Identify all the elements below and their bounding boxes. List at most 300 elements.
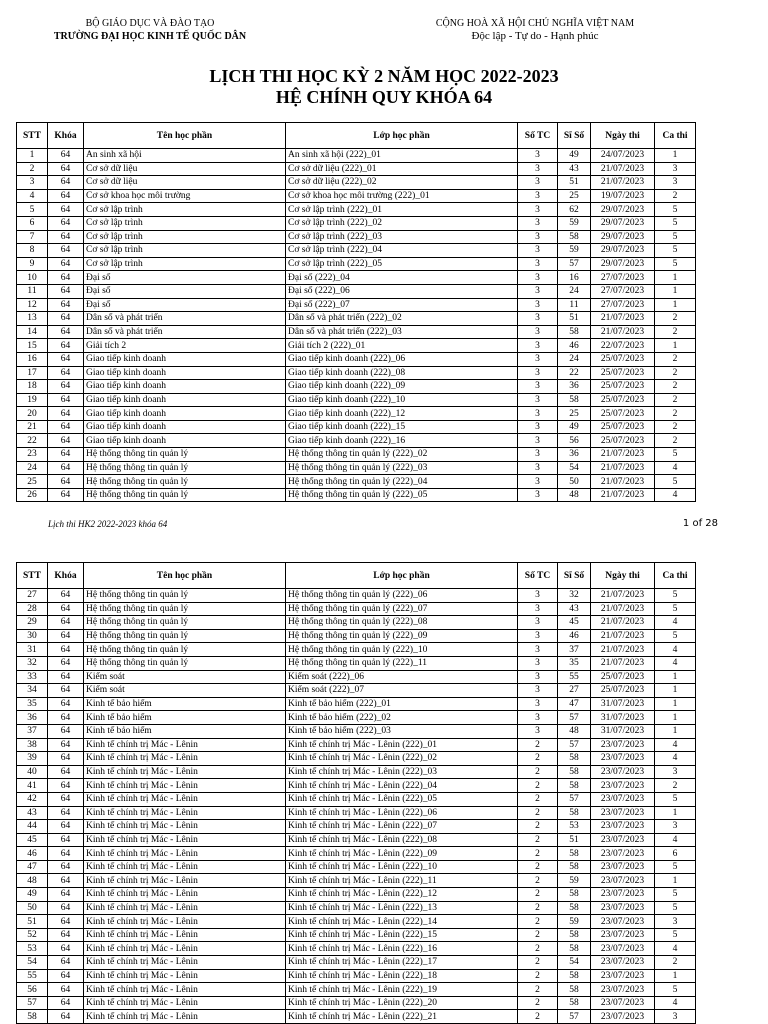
table-cell: 4 bbox=[655, 488, 696, 502]
table-cell: 57 bbox=[558, 1010, 591, 1024]
table-row bbox=[17, 461, 696, 475]
table-cell: 25/07/2023 bbox=[591, 393, 655, 407]
table-cell: 2 bbox=[655, 366, 696, 380]
table-cell: Kinh tế chính trị Mác - Lênin (222)_18 bbox=[286, 969, 518, 983]
table-cell: Cơ sở lập trình bbox=[84, 257, 286, 271]
table-cell: Kinh tế chính trị Mác - Lênin (222)_04 bbox=[286, 779, 518, 793]
table-cell: Hệ thống thông tin quản lý bbox=[84, 602, 286, 616]
page-number: 1 of 28 bbox=[682, 518, 718, 529]
table-cell: 37 bbox=[17, 724, 48, 738]
table-cell: 2 bbox=[655, 779, 696, 793]
exam-schedule-table-page-2 bbox=[16, 562, 696, 1024]
table-cell: 3 bbox=[518, 203, 558, 217]
table-row bbox=[17, 888, 696, 902]
table-cell: 58 bbox=[17, 1010, 48, 1024]
table-cell: 10 bbox=[17, 271, 48, 285]
table-cell: Giao tiếp kinh doanh (222)_15 bbox=[286, 420, 518, 434]
table-cell: Kinh tế chính trị Mác - Lênin bbox=[84, 874, 286, 888]
table-cell: 38 bbox=[17, 738, 48, 752]
table-cell: 23/07/2023 bbox=[591, 915, 655, 929]
table-cell: 3 bbox=[518, 312, 558, 326]
table-cell: 46 bbox=[558, 629, 591, 643]
table-cell: 64 bbox=[48, 407, 84, 421]
table-cell: 3 bbox=[518, 176, 558, 190]
table-cell: 3 bbox=[518, 461, 558, 475]
table-cell: Hệ thống thông tin quản lý (222)_07 bbox=[286, 602, 518, 616]
table-cell: Giao tiếp kinh doanh (222)_16 bbox=[286, 434, 518, 448]
table-cell: 1 bbox=[655, 697, 696, 711]
table-cell: 4 bbox=[655, 738, 696, 752]
table-cell: 2 bbox=[655, 189, 696, 203]
table-cell: Kinh tế chính trị Mác - Lênin bbox=[84, 983, 286, 997]
table-cell: 21/07/2023 bbox=[591, 461, 655, 475]
table-row bbox=[17, 942, 696, 956]
table-cell: 54 bbox=[558, 461, 591, 475]
table-cell: Hệ thống thông tin quản lý bbox=[84, 461, 286, 475]
table-cell: 46 bbox=[17, 847, 48, 861]
table-cell: Cơ sở dữ liệu (222)_01 bbox=[286, 162, 518, 176]
table-cell: 64 bbox=[48, 434, 84, 448]
table-cell: 45 bbox=[17, 833, 48, 847]
table-cell: 3 bbox=[518, 488, 558, 502]
table-cell: 35 bbox=[17, 697, 48, 711]
table-cell: 5 bbox=[655, 448, 696, 462]
table-cell: 2 bbox=[655, 393, 696, 407]
table-cell: 23/07/2023 bbox=[591, 969, 655, 983]
table-cell: 23/07/2023 bbox=[591, 928, 655, 942]
table-cell: 3 bbox=[518, 244, 558, 258]
table-cell: 58 bbox=[558, 860, 591, 874]
table-cell: 43 bbox=[17, 806, 48, 820]
table-cell: Giao tiếp kinh doanh bbox=[84, 434, 286, 448]
table-cell: 29/07/2023 bbox=[591, 244, 655, 258]
table-row bbox=[17, 670, 696, 684]
table-cell: Kinh tế chính trị Mác - Lênin bbox=[84, 915, 286, 929]
table-cell: 21/07/2023 bbox=[591, 656, 655, 670]
column-header: Khóa bbox=[48, 563, 84, 589]
table-cell: 64 bbox=[48, 806, 84, 820]
table-cell: 64 bbox=[48, 656, 84, 670]
table-cell: 64 bbox=[48, 616, 84, 630]
table-row bbox=[17, 271, 696, 285]
table-cell: 43 bbox=[558, 162, 591, 176]
table-cell: 26 bbox=[17, 488, 48, 502]
table-cell: 56 bbox=[17, 983, 48, 997]
table-cell: Hệ thống thông tin quản lý (222)_05 bbox=[286, 488, 518, 502]
table-cell: 2 bbox=[518, 983, 558, 997]
table-header-row bbox=[17, 123, 696, 149]
table-cell: 57 bbox=[17, 996, 48, 1010]
table-row bbox=[17, 420, 696, 434]
table-cell: 2 bbox=[518, 928, 558, 942]
table-row bbox=[17, 475, 696, 489]
column-header: Sĩ Số bbox=[558, 563, 591, 589]
table-cell: 49 bbox=[558, 420, 591, 434]
table-cell: 64 bbox=[48, 312, 84, 326]
table-cell: 21/07/2023 bbox=[591, 448, 655, 462]
table-row bbox=[17, 189, 696, 203]
table-cell: 53 bbox=[17, 942, 48, 956]
table-cell: 64 bbox=[48, 697, 84, 711]
table-row bbox=[17, 589, 696, 603]
table-cell: Đại số bbox=[84, 298, 286, 312]
table-cell: 1 bbox=[655, 149, 696, 163]
table-cell: 4 bbox=[17, 189, 48, 203]
table-cell: 64 bbox=[48, 393, 84, 407]
table-row bbox=[17, 312, 696, 326]
table-cell: 29 bbox=[17, 616, 48, 630]
page-title: LỊCH THI HỌC KỲ 2 NĂM HỌC 2022-2023 bbox=[209, 66, 559, 86]
table-cell: Kinh tế chính trị Mác - Lênin (222)_13 bbox=[286, 901, 518, 915]
table-cell: 2 bbox=[518, 969, 558, 983]
table-cell: 2 bbox=[518, 1010, 558, 1024]
table-cell: 48 bbox=[558, 724, 591, 738]
table-cell: 47 bbox=[558, 697, 591, 711]
table-cell: 23/07/2023 bbox=[591, 983, 655, 997]
table-cell: 18 bbox=[17, 380, 48, 394]
table-cell: 58 bbox=[558, 996, 591, 1010]
table-cell: 23/07/2023 bbox=[591, 792, 655, 806]
table-cell: 34 bbox=[17, 684, 48, 698]
table-cell: Kinh tế chính trị Mác - Lênin (222)_21 bbox=[286, 1010, 518, 1024]
table-cell: 64 bbox=[48, 244, 84, 258]
table-cell: Giải tích 2 bbox=[84, 339, 286, 353]
table-cell: 1 bbox=[17, 149, 48, 163]
table-cell: Cơ sở khoa học môi trường (222)_01 bbox=[286, 189, 518, 203]
table-cell: 14 bbox=[17, 325, 48, 339]
table-cell: 25/07/2023 bbox=[591, 684, 655, 698]
table-cell: 64 bbox=[48, 366, 84, 380]
table-cell: 58 bbox=[558, 969, 591, 983]
table-cell: 46 bbox=[558, 339, 591, 353]
table-cell: 64 bbox=[48, 928, 84, 942]
table-cell: 7 bbox=[17, 230, 48, 244]
table-cell: Cơ sở lập trình (222)_03 bbox=[286, 230, 518, 244]
column-header: STT bbox=[17, 123, 48, 149]
table-cell: Kinh tế chính trị Mác - Lênin (222)_09 bbox=[286, 847, 518, 861]
table-cell: 23/07/2023 bbox=[591, 888, 655, 902]
table-cell: 2 bbox=[17, 162, 48, 176]
table-cell: 21/07/2023 bbox=[591, 589, 655, 603]
table-cell: 23/07/2023 bbox=[591, 860, 655, 874]
table-cell: 25/07/2023 bbox=[591, 670, 655, 684]
table-cell: 3 bbox=[655, 162, 696, 176]
table-cell: 25/07/2023 bbox=[591, 352, 655, 366]
table-cell: 3 bbox=[17, 176, 48, 190]
national-motto: Độc lập - Tự do - Hạnh phúc bbox=[471, 30, 599, 42]
table-row bbox=[17, 697, 696, 711]
table-cell: 58 bbox=[558, 752, 591, 766]
table-body bbox=[17, 149, 696, 502]
column-header: Tên học phần bbox=[84, 563, 286, 589]
table-cell: Kinh tế chính trị Mác - Lênin (222)_07 bbox=[286, 820, 518, 834]
table-cell: 45 bbox=[558, 616, 591, 630]
university-name: TRƯỜNG ĐẠI HỌC KINH TẾ QUỐC DÂN bbox=[53, 31, 247, 42]
table-cell: 49 bbox=[558, 149, 591, 163]
table-cell: 3 bbox=[518, 420, 558, 434]
table-cell: Đại số (222)_04 bbox=[286, 271, 518, 285]
table-cell: Hệ thống thông tin quản lý bbox=[84, 448, 286, 462]
table-cell: 21/07/2023 bbox=[591, 602, 655, 616]
table-cell: 3 bbox=[518, 670, 558, 684]
table-cell: 2 bbox=[518, 820, 558, 834]
table-cell: 54 bbox=[558, 956, 591, 970]
table-cell: Kinh tế chính trị Mác - Lênin bbox=[84, 860, 286, 874]
table-cell: 1 bbox=[655, 339, 696, 353]
table-row bbox=[17, 616, 696, 630]
table-cell: 21/07/2023 bbox=[591, 176, 655, 190]
table-cell: Hệ thống thông tin quản lý bbox=[84, 616, 286, 630]
table-cell: 25/07/2023 bbox=[591, 366, 655, 380]
table-row bbox=[17, 969, 696, 983]
table-cell: 64 bbox=[48, 284, 84, 298]
table-cell: 31/07/2023 bbox=[591, 724, 655, 738]
table-cell: 3 bbox=[518, 589, 558, 603]
table-cell: 36 bbox=[558, 448, 591, 462]
table-cell: Hệ thống thông tin quản lý (222)_08 bbox=[286, 616, 518, 630]
table-row bbox=[17, 656, 696, 670]
table-cell: 2 bbox=[518, 901, 558, 915]
table-cell: 64 bbox=[48, 779, 84, 793]
table-cell: 64 bbox=[48, 874, 84, 888]
table-row bbox=[17, 928, 696, 942]
table-row bbox=[17, 407, 696, 421]
column-header: Lớp học phần bbox=[286, 563, 518, 589]
table-cell: 27/07/2023 bbox=[591, 298, 655, 312]
table-cell: 64 bbox=[48, 488, 84, 502]
table-cell: 53 bbox=[558, 820, 591, 834]
table-cell: 64 bbox=[48, 752, 84, 766]
table-cell: 39 bbox=[17, 752, 48, 766]
ministry-name: BỘ GIÁO DỤC VÀ ĐÀO TẠO bbox=[85, 18, 215, 29]
table-cell: 64 bbox=[48, 602, 84, 616]
table-cell: 2 bbox=[655, 407, 696, 421]
table-cell: 4 bbox=[655, 833, 696, 847]
table-cell: 2 bbox=[655, 434, 696, 448]
table-row bbox=[17, 901, 696, 915]
table-cell: 64 bbox=[48, 711, 84, 725]
table-cell: 64 bbox=[48, 1010, 84, 1024]
table-cell: 58 bbox=[558, 928, 591, 942]
table-cell: 37 bbox=[558, 643, 591, 657]
column-header: Ca thi bbox=[655, 123, 696, 149]
table-cell: 25/07/2023 bbox=[591, 434, 655, 448]
table-cell: 4 bbox=[655, 656, 696, 670]
table-cell: 2 bbox=[518, 806, 558, 820]
table-cell: 47 bbox=[17, 860, 48, 874]
table-cell: 29/07/2023 bbox=[591, 257, 655, 271]
table-cell: 27 bbox=[17, 589, 48, 603]
table-cell: 3 bbox=[518, 711, 558, 725]
table-cell: 20 bbox=[17, 407, 48, 421]
table-cell: 2 bbox=[518, 915, 558, 929]
table-row bbox=[17, 996, 696, 1010]
table-header-row bbox=[17, 563, 696, 589]
table-cell: 64 bbox=[48, 461, 84, 475]
table-cell: 16 bbox=[17, 352, 48, 366]
table-cell: 21/07/2023 bbox=[591, 616, 655, 630]
table-cell: 59 bbox=[558, 244, 591, 258]
table-cell: 25 bbox=[558, 189, 591, 203]
table-cell: An sinh xã hội bbox=[84, 149, 286, 163]
table-row bbox=[17, 488, 696, 502]
table-cell: 27 bbox=[558, 684, 591, 698]
table-row bbox=[17, 203, 696, 217]
table-cell: 4 bbox=[655, 752, 696, 766]
table-cell: Kinh tế chính trị Mác - Lênin (222)_03 bbox=[286, 765, 518, 779]
table-cell: 64 bbox=[48, 915, 84, 929]
table-cell: 5 bbox=[655, 602, 696, 616]
table-cell: 58 bbox=[558, 847, 591, 861]
table-row bbox=[17, 216, 696, 230]
table-cell: 64 bbox=[48, 983, 84, 997]
table-cell: Kinh tế chính trị Mác - Lênin bbox=[84, 996, 286, 1010]
table-cell: 21/07/2023 bbox=[591, 488, 655, 502]
table-cell: 51 bbox=[17, 915, 48, 929]
table-cell: Kiểm soát (222)_07 bbox=[286, 684, 518, 698]
table-cell: 57 bbox=[558, 738, 591, 752]
table-cell: Giao tiếp kinh doanh (222)_08 bbox=[286, 366, 518, 380]
table-row bbox=[17, 915, 696, 929]
table-cell: 58 bbox=[558, 942, 591, 956]
table-cell: Kinh tế chính trị Mác - Lênin bbox=[84, 752, 286, 766]
table-cell: Kinh tế chính trị Mác - Lênin (222)_02 bbox=[286, 752, 518, 766]
table-row bbox=[17, 1010, 696, 1024]
table-cell: 1 bbox=[655, 670, 696, 684]
table-cell: Kinh tế chính trị Mác - Lênin bbox=[84, 901, 286, 915]
table-cell: 49 bbox=[17, 888, 48, 902]
table-cell: 22 bbox=[17, 434, 48, 448]
table-cell: Kinh tế chính trị Mác - Lênin (222)_17 bbox=[286, 956, 518, 970]
table-row bbox=[17, 629, 696, 643]
table-cell: 3 bbox=[518, 339, 558, 353]
table-cell: 3 bbox=[518, 366, 558, 380]
table-cell: Dân số và phát triển bbox=[84, 325, 286, 339]
table-cell: 24/07/2023 bbox=[591, 149, 655, 163]
table-cell: 22/07/2023 bbox=[591, 339, 655, 353]
table-cell: 24 bbox=[17, 461, 48, 475]
table-cell: 5 bbox=[655, 629, 696, 643]
table-cell: 55 bbox=[17, 969, 48, 983]
table-cell: 41 bbox=[17, 779, 48, 793]
table-cell: Giao tiếp kinh doanh (222)_12 bbox=[286, 407, 518, 421]
table-cell: 3 bbox=[518, 616, 558, 630]
table-cell: 1 bbox=[655, 969, 696, 983]
table-cell: 64 bbox=[48, 738, 84, 752]
table-cell: 21/07/2023 bbox=[591, 643, 655, 657]
table-row bbox=[17, 765, 696, 779]
table-cell: 23/07/2023 bbox=[591, 820, 655, 834]
table-row bbox=[17, 366, 696, 380]
table-cell: 64 bbox=[48, 216, 84, 230]
table-cell: 1 bbox=[655, 724, 696, 738]
table-cell: Cơ sở lập trình bbox=[84, 244, 286, 258]
table-row bbox=[17, 684, 696, 698]
table-cell: Kinh tế chính trị Mác - Lênin bbox=[84, 942, 286, 956]
table-row bbox=[17, 230, 696, 244]
table-cell: Hệ thống thông tin quản lý (222)_06 bbox=[286, 589, 518, 603]
table-cell: Kinh tế chính trị Mác - Lênin (222)_16 bbox=[286, 942, 518, 956]
table-cell: 64 bbox=[48, 629, 84, 643]
table-cell: 29/07/2023 bbox=[591, 216, 655, 230]
table-cell: 58 bbox=[558, 325, 591, 339]
table-cell: 12 bbox=[17, 298, 48, 312]
table-cell: Hệ thống thông tin quản lý (222)_04 bbox=[286, 475, 518, 489]
table-cell: 30 bbox=[17, 629, 48, 643]
table-row bbox=[17, 257, 696, 271]
table-cell: 32 bbox=[558, 589, 591, 603]
table-cell: 2 bbox=[518, 765, 558, 779]
table-cell: Dân số và phát triển bbox=[84, 312, 286, 326]
table-cell: 64 bbox=[48, 820, 84, 834]
table-cell: Cơ sở lập trình bbox=[84, 216, 286, 230]
table-cell: 1 bbox=[655, 684, 696, 698]
table-cell: An sinh xã hội (222)_01 bbox=[286, 149, 518, 163]
table-cell: 64 bbox=[48, 298, 84, 312]
table-cell: 50 bbox=[558, 475, 591, 489]
table-cell: Kinh tế chính trị Mác - Lênin (222)_15 bbox=[286, 928, 518, 942]
table-cell: 3 bbox=[655, 765, 696, 779]
table-body bbox=[17, 589, 696, 1024]
exam-schedule-table-page-1 bbox=[16, 122, 696, 502]
table-cell: 25 bbox=[558, 407, 591, 421]
table-cell: 23/07/2023 bbox=[591, 956, 655, 970]
table-cell: 2 bbox=[655, 352, 696, 366]
table-cell: Kinh tế chính trị Mác - Lênin (222)_05 bbox=[286, 792, 518, 806]
table-cell: 59 bbox=[558, 874, 591, 888]
table-cell: 9 bbox=[17, 257, 48, 271]
table-cell: 4 bbox=[655, 616, 696, 630]
table-cell: 5 bbox=[655, 888, 696, 902]
table-cell: 2 bbox=[518, 956, 558, 970]
column-header: STT bbox=[17, 563, 48, 589]
table-cell: Giao tiếp kinh doanh (222)_09 bbox=[286, 380, 518, 394]
table-cell: 5 bbox=[655, 475, 696, 489]
table-cell: 2 bbox=[518, 860, 558, 874]
table-cell: 64 bbox=[48, 684, 84, 698]
table-cell: Kinh tế chính trị Mác - Lênin (222)_06 bbox=[286, 806, 518, 820]
table-cell: 24 bbox=[558, 352, 591, 366]
table-cell: Kinh tế chính trị Mác - Lênin bbox=[84, 779, 286, 793]
table-cell: Hệ thống thông tin quản lý (222)_02 bbox=[286, 448, 518, 462]
table-cell: 64 bbox=[48, 956, 84, 970]
table-cell: 2 bbox=[655, 325, 696, 339]
table-cell: Đại số (222)_07 bbox=[286, 298, 518, 312]
table-cell: 4 bbox=[655, 996, 696, 1010]
table-row bbox=[17, 779, 696, 793]
table-row bbox=[17, 244, 696, 258]
table-cell: 64 bbox=[48, 942, 84, 956]
table-cell: 64 bbox=[48, 589, 84, 603]
table-cell: 3 bbox=[518, 230, 558, 244]
table-cell: Kinh tế bảo hiểm bbox=[84, 711, 286, 725]
table-cell: 5 bbox=[655, 792, 696, 806]
table-cell: 2 bbox=[655, 956, 696, 970]
table-cell: 64 bbox=[48, 203, 84, 217]
table-cell: 29/07/2023 bbox=[591, 230, 655, 244]
table-cell: 64 bbox=[48, 833, 84, 847]
table-cell: 2 bbox=[518, 752, 558, 766]
footer-document-name: Lịch thi HK2 2022-2023 khóa 64 bbox=[48, 519, 168, 529]
table-cell: 58 bbox=[558, 230, 591, 244]
table-cell: 55 bbox=[558, 670, 591, 684]
table-cell: Cơ sở khoa học môi trường bbox=[84, 189, 286, 203]
table-cell: 2 bbox=[518, 996, 558, 1010]
table-cell: 3 bbox=[518, 380, 558, 394]
table-cell: 64 bbox=[48, 230, 84, 244]
table-cell: Hệ thống thông tin quản lý (222)_09 bbox=[286, 629, 518, 643]
table-cell: Kinh tế bảo hiểm (222)_02 bbox=[286, 711, 518, 725]
